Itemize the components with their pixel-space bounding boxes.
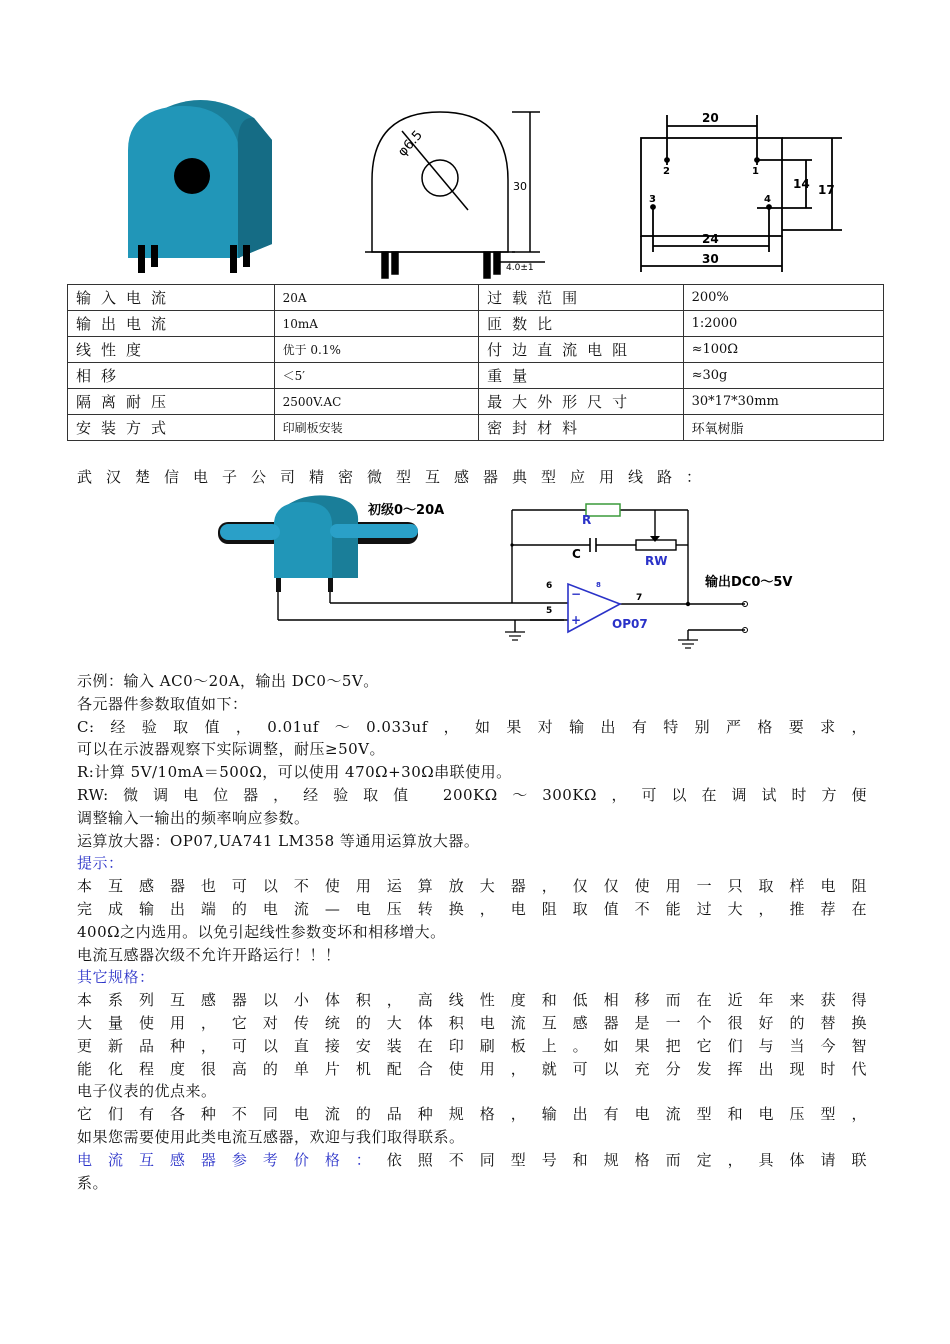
front-dimension-drawing (365, 112, 545, 278)
spec-value: 30*17*30mm (683, 389, 883, 415)
opamp-label: OP07 (612, 617, 648, 631)
spec-label: 密封材料 (479, 415, 684, 441)
body-text (77, 670, 867, 1194)
c-label: C (572, 547, 581, 561)
spec-table (67, 284, 884, 441)
spec-label: 过载范围 (479, 285, 684, 311)
spec-row (68, 311, 884, 337)
price-line-2: 系。 (77, 1173, 109, 1192)
other-specs-title: 其它规格： (77, 968, 155, 987)
product-figures (0, 0, 950, 290)
spec-label: 输入电流 (68, 285, 275, 311)
primary-current-label: 初级0～20A (368, 503, 445, 518)
dim-top-width: 20 (702, 111, 719, 125)
other-line-6: 它们有各种不同电流的品种规格，输出有电流型和电压型， (77, 1105, 867, 1124)
spec-value: ≈30g (683, 363, 883, 389)
pin-length-label: 4.0±1 (506, 263, 534, 273)
capacitor-c (590, 538, 596, 552)
potentiometer-rw (636, 540, 676, 550)
circuit-heading: 武汉楚信电子公司精密微型互感器典型应用线路： (77, 468, 716, 486)
diameter-label: φ6.5 (395, 127, 426, 160)
spec-label: 最大外形尺寸 (479, 389, 684, 415)
spec-value: 2500V.AC (274, 389, 479, 415)
r-label: R (582, 513, 592, 527)
footprint-drawing (641, 115, 842, 272)
spec-label: 匝数比 (479, 311, 684, 337)
spec-label: 相移 (68, 363, 275, 389)
spec-row (68, 363, 884, 389)
application-circuit (200, 492, 793, 657)
tip-line-3: 400Ω之内选用。以免引起线性参数变坏和相移增大。 (77, 922, 446, 941)
output-label: 输出DC0～5V (705, 575, 793, 590)
other-line-3: 更新品种，可以直接安装在印刷板上。如果把它们与当今智 (77, 1036, 867, 1055)
other-line-7: 如果您需要使用此类电流互感器，欢迎与我们取得联系。 (77, 1127, 465, 1146)
spec-value: 环氧树脂 (683, 415, 883, 441)
dim-side-inner: 14 (793, 177, 810, 191)
spec-label: 付边直流电阻 (479, 337, 684, 363)
spec-label: 输出电流 (68, 311, 275, 337)
tip-line-4: 电流互感器次级不允许开路运行！！！ (77, 945, 341, 964)
tip-line-1: 本互感器也可以不使用运算放大器，仅仅使用一只取样电阻 (77, 877, 867, 896)
height-label: 30 (513, 180, 527, 193)
spec-value: ≈100Ω (683, 337, 883, 363)
pin-8-label: 8 (596, 581, 601, 589)
ground-symbols (505, 632, 698, 648)
price-title: 电流互感器参考价格： (77, 1150, 387, 1169)
other-line-2: 大量使用，它对传统的大体积电流互感器是一个很好的替换 (77, 1013, 867, 1032)
spec-label: 安装方式 (68, 415, 275, 441)
spec-label: 重量 (479, 363, 684, 389)
price-line-1: 依照不同型号和规格而定，具体请联 (386, 1150, 867, 1169)
spec-label: 线性度 (68, 337, 275, 363)
rw-label: RW (645, 554, 668, 568)
other-line-5: 电子仪表的优点来。 (77, 1082, 217, 1101)
other-line-1: 本系列互感器以小体积，高线性度和低相移而在近年来获得 (77, 991, 867, 1010)
dim-side-outer: 17 (818, 183, 835, 197)
pin-7-label: 7 (636, 593, 643, 603)
pin-3-label: 3 (649, 194, 656, 205)
tip-title: 提示： (77, 854, 124, 873)
params-title: 各元器件参数取值如下： (77, 694, 248, 713)
rw-param-line-2: 调整输入一输出的频率响应参数。 (77, 808, 310, 827)
pin-4-label: 4 (764, 194, 771, 205)
spec-value: 印刷板安装 (274, 415, 479, 441)
transformer-3d-view (128, 100, 272, 273)
spec-label: 隔离耐压 (68, 389, 275, 415)
spec-row (68, 337, 884, 363)
spec-row (68, 415, 884, 441)
spec-value: ＜5′ (274, 363, 479, 389)
rw-param-line-1: RW:微调电位器，经验取值 200KΩ～300KΩ，可以在调试时方便 (77, 785, 867, 804)
example-line: 示例：输入 AC0～20A，输出 DC0～5V。 (77, 672, 379, 690)
spec-value: 20A (274, 285, 479, 311)
spec-row (68, 285, 884, 311)
pin-6-label: 6 (546, 581, 553, 591)
opamp-line: 运算放大器：OP07,UA741 LM358 等通用运算放大器。 (77, 831, 480, 850)
other-line-4: 能化程度很高的单片机配合使用，就可以充分发挥出现时代 (77, 1059, 867, 1078)
dim-base-width: 30 (702, 252, 719, 266)
tip-line-2: 完成输出端的电流—电压转换，电阻取值不能过大，推荐在 (77, 899, 867, 918)
c-param-line-1: C:经验取值，0.01uf～0.033uf，如果对输出有特别严格要求， (77, 717, 867, 736)
inverting-sign: − (571, 587, 582, 601)
noninverting-sign: + (571, 613, 582, 627)
pin-5-label: 5 (546, 606, 553, 616)
pin-2-label: 2 (663, 166, 670, 177)
spec-value: 200% (683, 285, 883, 311)
c-param-line-2: 可以在示波器观察下实际调整，耐压≥50V。 (77, 740, 385, 759)
r-param-line: R:计算 5V/10mA＝500Ω，可以使用 470Ω+30Ω串联使用。 (77, 763, 512, 782)
spec-row (68, 389, 884, 415)
pin-1-label: 1 (752, 166, 759, 177)
spec-value: 优于 0.1% (274, 337, 479, 363)
spec-value: 10mA (274, 311, 479, 337)
price-line (77, 1149, 867, 1172)
spec-value: 1:2000 (683, 311, 883, 337)
dim-pin-spacing: 24 (702, 232, 719, 246)
